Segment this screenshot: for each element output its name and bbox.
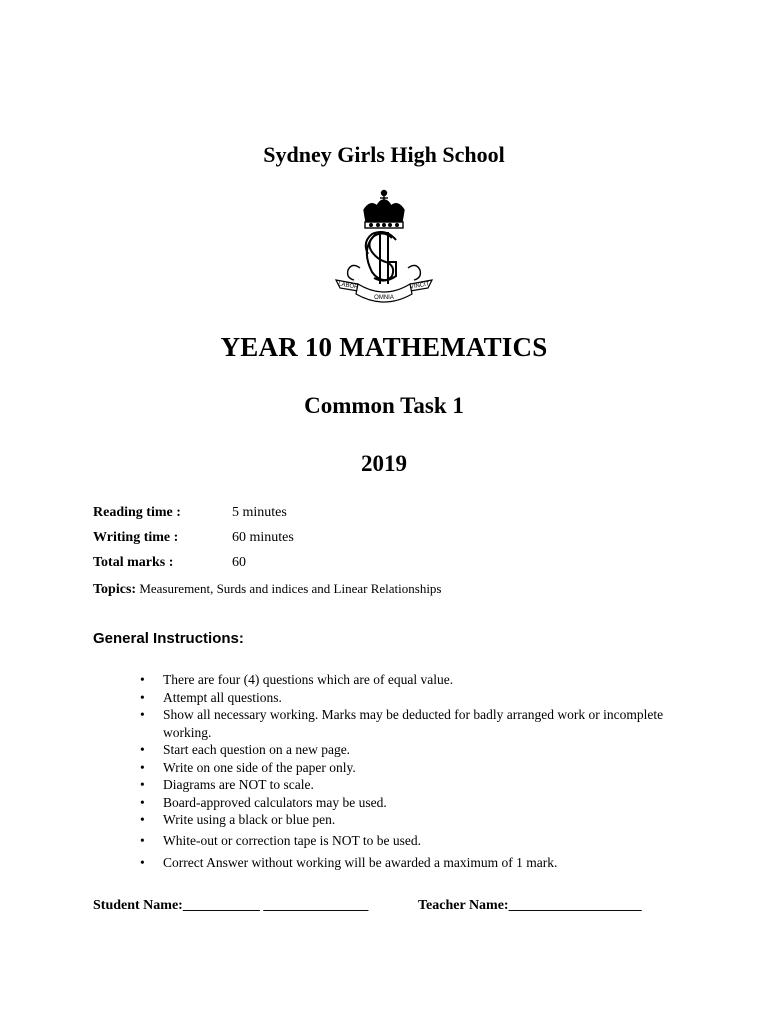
info-value: 5 minutes xyxy=(232,505,287,520)
info-value: 60 xyxy=(232,555,246,570)
school-crest-logo xyxy=(330,188,438,310)
list-item xyxy=(140,776,680,794)
topics-label: Topics: xyxy=(93,582,137,597)
bullet-icon: • xyxy=(140,794,145,810)
instruction-text: Write using a black or blue pen. xyxy=(163,812,336,827)
instruction-text: Show all necessary working. Marks may be deducted for badly arranged work or incomplete working. xyxy=(163,707,664,740)
list-item xyxy=(140,854,680,872)
motto-left: LABOR xyxy=(337,281,359,291)
topics-line xyxy=(93,581,442,598)
exam-year: 2019 xyxy=(361,451,407,476)
instruction-text: Start each question on a new page. xyxy=(163,742,351,757)
crown-icon xyxy=(364,191,404,229)
info-label: Reading time : xyxy=(93,505,181,520)
monogram-icon xyxy=(348,232,421,284)
list-item xyxy=(140,671,680,689)
bullet-icon: • xyxy=(140,777,145,792)
school-name: Sydney Girls High School xyxy=(263,142,505,167)
bullet-icon: • xyxy=(140,832,145,848)
info-label: Writing time : xyxy=(93,530,179,545)
signature-line xyxy=(93,898,642,914)
list-item xyxy=(140,689,680,707)
motto-centre: OMNIA xyxy=(374,295,394,301)
student-name-field[interactable]: Student Name:___________ _______________ xyxy=(93,898,369,913)
topics-value: Measurement, Surds and indices and Linear Relationships xyxy=(139,581,442,596)
teacher-name-field[interactable]: Teacher Name:___________________ xyxy=(418,898,642,913)
list-item xyxy=(140,794,680,812)
instructions-list xyxy=(140,671,680,872)
exam-title: YEAR 10 MATHEMATICS xyxy=(220,332,548,362)
instructions-heading: General Instructions: xyxy=(93,630,244,647)
motto-right: VINCIT xyxy=(409,281,431,291)
task-name: Common Task 1 xyxy=(304,393,464,418)
info-label: Total marks : xyxy=(93,555,174,570)
instruction-text: Correct Answer without working will be awarded a maximum of 1 mark. xyxy=(163,855,558,870)
list-item xyxy=(140,741,680,759)
list-item xyxy=(140,759,680,777)
bullet-icon: • xyxy=(140,689,145,705)
bullet-icon: • xyxy=(140,759,145,775)
instruction-text: There are four (4) questions which are of equal value. xyxy=(163,672,454,687)
bullet-icon: • xyxy=(140,707,145,722)
instruction-text: White-out or correction tape is NOT to be used. xyxy=(163,832,422,848)
bullet-icon: • xyxy=(140,672,145,687)
bullet-icon: • xyxy=(140,742,145,757)
list-item xyxy=(140,706,680,741)
list-item xyxy=(140,832,680,850)
info-value: 60 minutes xyxy=(232,530,294,545)
instruction-text: Attempt all questions. xyxy=(163,689,282,705)
bullet-icon: • xyxy=(140,812,145,827)
instruction-text: Board-approved calculators may be used. xyxy=(163,794,387,810)
instruction-text: Write on one side of the paper only. xyxy=(163,759,356,775)
list-item xyxy=(140,811,680,829)
bullet-icon: • xyxy=(140,855,145,870)
instruction-text: Diagrams are NOT to scale. xyxy=(163,777,314,792)
